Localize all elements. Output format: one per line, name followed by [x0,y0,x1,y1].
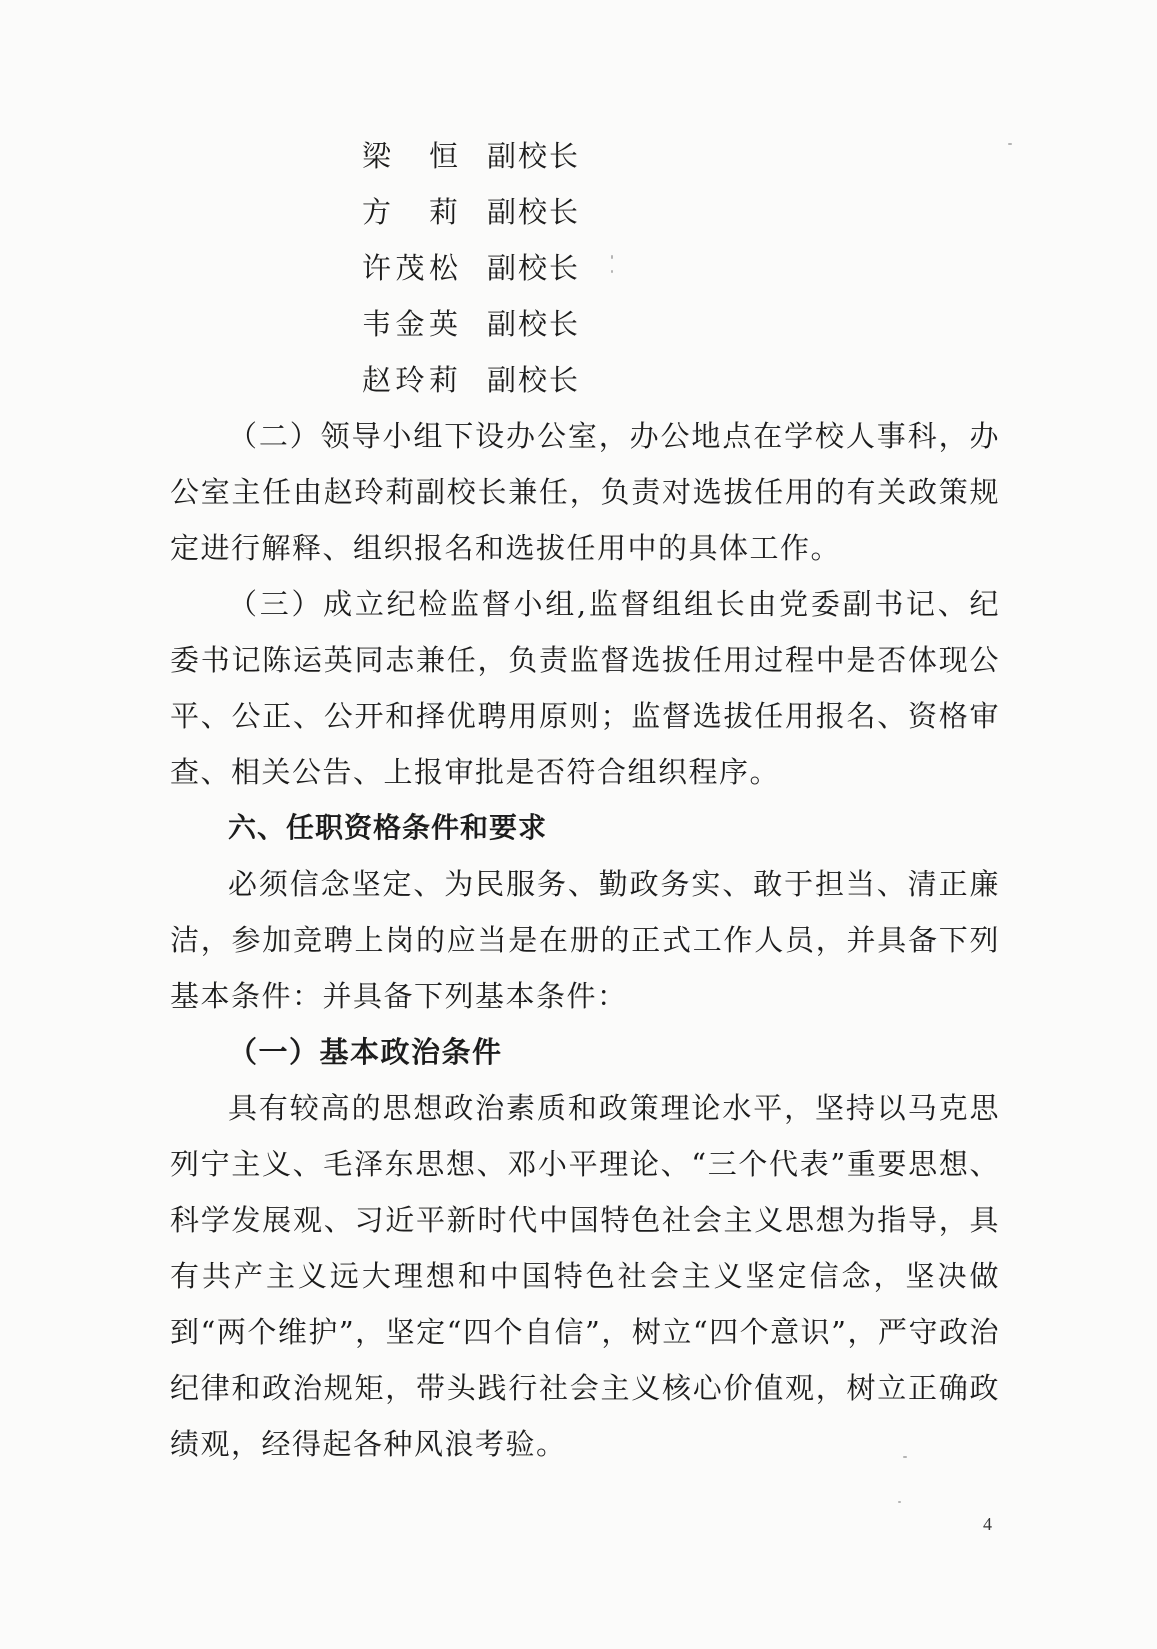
body-text [170,408,1000,1472]
roster-name: 方莉 [362,195,458,229]
political-conditions-heading: （一）基本政治条件 [228,1035,503,1069]
scan-speck [611,270,613,273]
scan-speck [903,1456,907,1458]
political-conditions-paragraph: 具有较高的思想政治素质和政策理论水平，坚持以马克思列宁主义、毛泽东思想、邓小平理论、“三个代表”重要思想、科学发展观、习近平新时代中国特色社会主义思想为指导，具有共产主义远大理想和中国特色社会主义坚定信念，坚决做到“两个维护”，坚定“四个自信”，树立“四个意识”，严守政治纪律和政治规矩，带头践行社会主义核心价值观，树立正确政绩观，经得起各种风浪考验。 [170,1091,1000,1461]
page-number: 4 [983,1514,992,1534]
roster-title: 副校长 [487,139,581,173]
roster-name: 赵玲莉 [362,363,458,397]
scan-speck [898,1501,901,1503]
roster-name: 韦金英 [362,307,458,341]
scan-speck [611,255,613,259]
requirements-paragraph: 必须信念坚定、为民服务、勤政务实、敢于担当、清正廉洁，参加竞聘上岗的应当是在册的正式工作人员，并具备下列基本条件：并具备下列基本条件： [170,867,1000,1013]
roster-name: 梁恒 [362,139,458,173]
section-six-heading: 六、任职资格条件和要求 [228,811,548,844]
roster-name: 许茂松 [362,251,458,285]
roster-title: 副校长 [487,363,581,397]
roster-title: 副校长 [487,195,581,229]
roster-title: 副校长 [487,251,581,285]
scan-speck [1008,143,1012,145]
supervision-paragraph: （三）成立纪检监督小组,监督组组长由党委副书记、纪委书记陈运英同志兼任，负责监督选拔任用过程中是否体现公平、公正、公开和择优聘用原则；监督选拔任用报名、资格审查、相关公告、上报审批是否符合组织程序。 [170,587,1000,789]
roster-title: 副校长 [487,307,581,341]
office-paragraph: （二）领导小组下设办公室，办公地点在学校人事科，办公室主任由赵玲莉副校长兼任，负责对选拔任用的有关政策规定进行解释、组织报名和选拔任用中的具体工作。 [170,419,1000,565]
